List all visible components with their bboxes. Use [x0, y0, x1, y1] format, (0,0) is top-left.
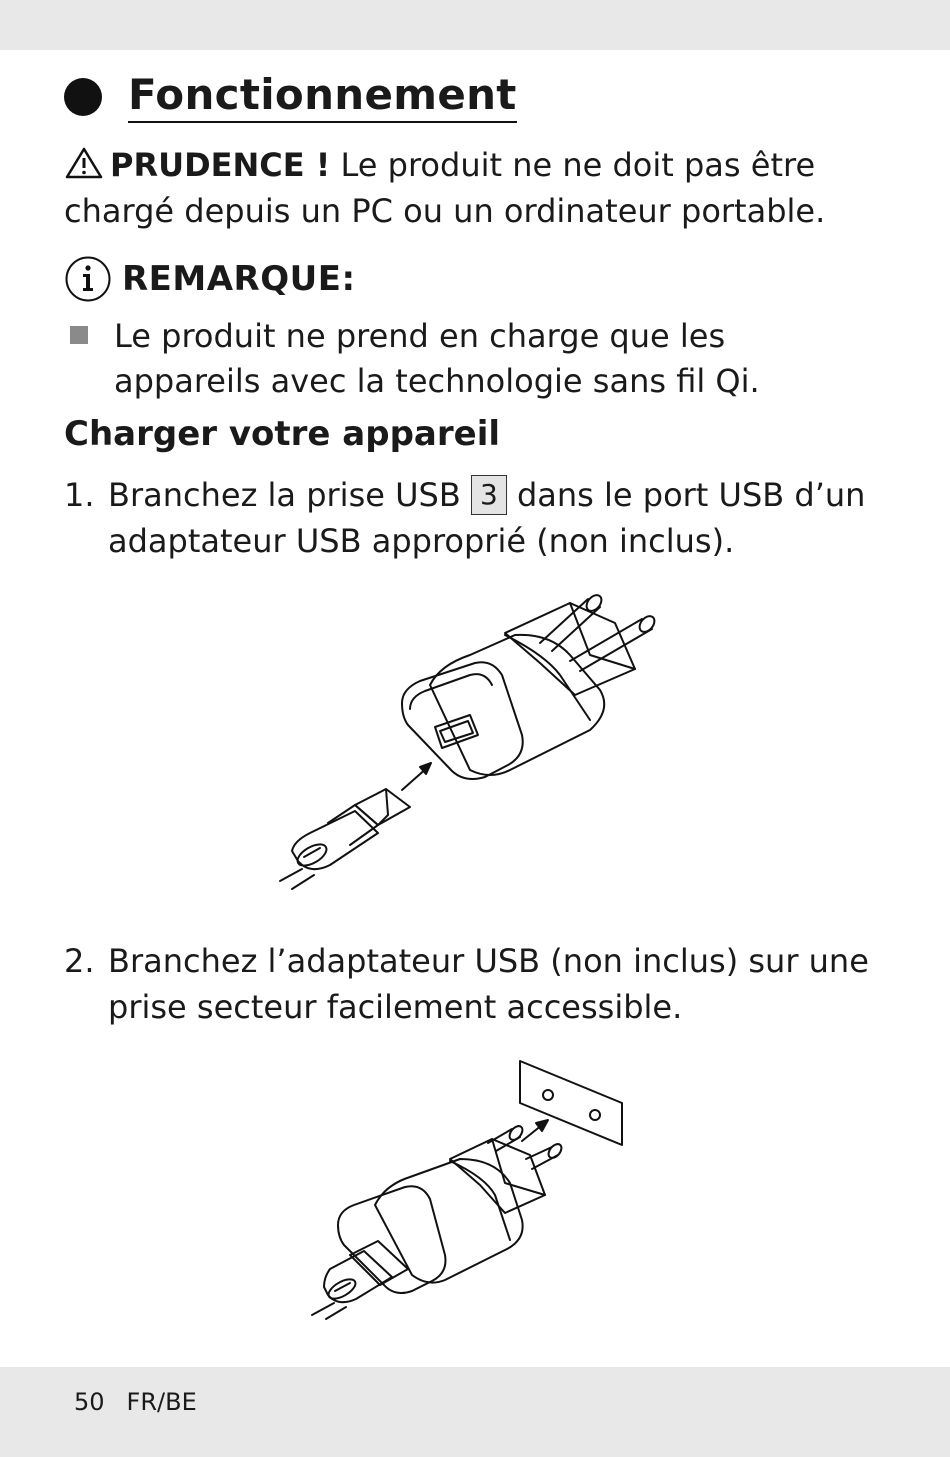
- step-text: Branchez l’adaptateur USB (non inclus) sur une prise secteur facilement accessible.: [108, 942, 869, 1026]
- step-number: 2.: [64, 942, 95, 980]
- reference-number-box: 3: [471, 475, 507, 515]
- step-text-end: dans le port USB d’un adaptateur USB approprié (non inclus).: [108, 476, 866, 560]
- step-2: [64, 938, 884, 1030]
- note-heading: [64, 254, 356, 304]
- step-1: [64, 472, 884, 564]
- step-text: [108, 472, 884, 564]
- caution-text: Le produit ne ne doit pas être chargé depuis un PC ou un ordinateur portable.: [64, 146, 826, 230]
- top-band: [0, 0, 950, 50]
- locale-label: FR/BE: [126, 1388, 197, 1416]
- page-number: 50: [74, 1388, 105, 1416]
- step-number: 1.: [64, 476, 95, 514]
- caution-label: PRUDENCE !: [110, 146, 331, 184]
- subheading-charging: Charger votre appareil: [64, 414, 501, 454]
- page-title: Fonctionnement: [128, 70, 517, 123]
- step-text-start: Branchez la prise USB: [108, 476, 471, 514]
- list-item: [64, 314, 864, 404]
- note-title: REMARQUE:: [122, 259, 356, 299]
- square-bullet-icon: [70, 326, 88, 344]
- info-circle-icon: [64, 255, 112, 303]
- usb-adapter-illustration: [270, 585, 670, 895]
- note-item-text: Le produit ne prend en charge que les appareils avec la technologie sans fil Qi.: [114, 317, 760, 400]
- caution-block: [64, 142, 884, 234]
- page-footer: [74, 1388, 219, 1416]
- warning-triangle-icon: [64, 146, 104, 180]
- heading-bullet-icon: [64, 78, 102, 116]
- wall-socket-illustration: [300, 1055, 640, 1320]
